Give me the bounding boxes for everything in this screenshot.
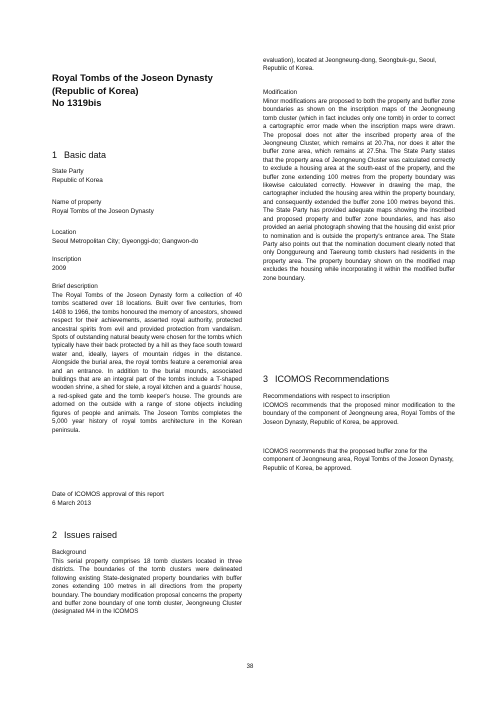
section-1-title: Basic data [64,150,107,160]
state-party-value: Republic of Korea [52,177,103,184]
background-text: This serial property comprises 18 tomb clusters located in three districts. The boundaries of the tomb clusters were delineated following existing State-designated property boundaries with buffer zones extending 100 metres in all directions from the property boundary. The boundary modification proposal concerns the property and buffer zone boundary of one tomb cluster, Jeongneung Cluster (designated M4 in the ICOMOS [52,558,242,616]
section-2-number: 2 [52,530,58,540]
background-text-continued: evaluation), located at Jeongneung-dong, Seongbuk-gu, Seoul, Republic of Korea. [263,57,437,73]
modification-label: Modification [263,89,298,96]
property-name-value: Royal Tombs of the Joseon Dynasty [52,208,154,215]
section-2-title: Issues raised [64,530,118,540]
inscription-value: 2009 [52,265,67,272]
location-label: Location [52,229,77,236]
background-label: Background [52,549,87,556]
brief-description-text: The Royal Tombs of the Joseon Dynasty form a collection of 40 tombs scattered over 18 locations. Built over five centuries, from 1408 to 1966, the tombs honoured the memory of ancestors, showed respect for their achievements, asserted royal authority, protected ancestral spirits from evil and provided protection from vandalism. Spots of outstanding natural beauty were chosen for the tombs which typically have their back protected by a hill as they face south toward water and, ideally, layers of mountain ridges in the distance. Alongside the burial area, the royal tombs feature a ceremonial area and an entrance. In addition to the burial mounds, associated buildings that are an integral part of the tombs include a T-shaped wooden shrine, a shed for stele, a royal kitchen and a guards' house, a red-spiked gate and the tomb keeper's house. The grounds are adorned on the outside with a range of stone objects including figures of people and animals. The Joseon Tombs completes the 5,000 year history of royal tombs architecture in the Korean peninsula. [52,292,242,434]
recommendation-boundary-text: ICOMOS recommends that the proposed minor modification to the boundary of the component of Jeongneung area, Royal Tombs of the Joseon Dynasty, Republic of Korea, be approved. [263,402,455,426]
title-line-3: No 1319bis [52,97,102,108]
approval-date-label: Date of ICOMOS approval of this report [52,491,164,498]
approval-date-value: 6 March 2013 [52,500,92,507]
brief-description-label: Brief description [52,283,98,290]
recommendation-buffer-zone-text: ICOMOS recommends that the proposed buffer zone for the component of Jeongneung area, Royal Tombs of the Joseon Dynasty, Republic of Korea, be approved. [263,448,454,472]
recommendations-label: Recommendations with respect to inscription [263,393,390,400]
section-2-heading [52,530,117,540]
inscription-label: Inscription [52,256,82,263]
modification-text: Minor modifications are proposed to both the property and buffer zone boundaries as shown on the inscription maps of the Jeongneung tomb cluster (which in fact includes only one tomb) in order to correct a cartographic error made when the inscription maps were drawn. The proposal does not alter the inscribed property area of the Jeongneung Cluster, which remains at 20.7ha, nor does it alter the buffer zone area, which remains at 27.5ha. The State Party states that the property area of Jeongneung Cluster was calculated correctly to exclude a housing area at the south-east of the property, and the buffer zone extending 100 metres from the property boundary was likewise calculated correctly. However in drawing the map, the cartographer included the housing area within the property boundary, and consequently extended the buffer zone 100 metres beyond this. The State Party has provided adequate maps showing the inscribed and proposed property and buffer zone boundaries, and has also provided an aerial photograph showing that the housing did exist prior to nomination and is outside the property's entrance area. The State Party also points out that the nomination document clearly noted that only Donggureung and Taereung tomb clusters had residents in the property area. The property boundary shown on the modified map excludes the housing while incorporating it within the modified buffer zone boundary. [263,98,455,282]
section-3-title: ICOMOS Recommendations [275,374,390,384]
location-value: Seoul Metropolitan City; Gyeonggi-do; Gangwon-do [52,238,199,245]
title-line-2: (Republic of Korea) [52,84,139,96]
page-number: 38 [246,664,254,670]
section-1-heading [52,150,106,160]
title-line-1: Royal Tombs of the Joseon Dynasty [52,72,213,83]
section-3-heading [263,374,389,384]
page-title [52,72,242,110]
state-party-label: State Party [52,168,84,175]
section-3-number: 3 [263,374,269,384]
section-1-number: 1 [52,150,58,160]
property-name-label: Name of property [52,199,102,206]
